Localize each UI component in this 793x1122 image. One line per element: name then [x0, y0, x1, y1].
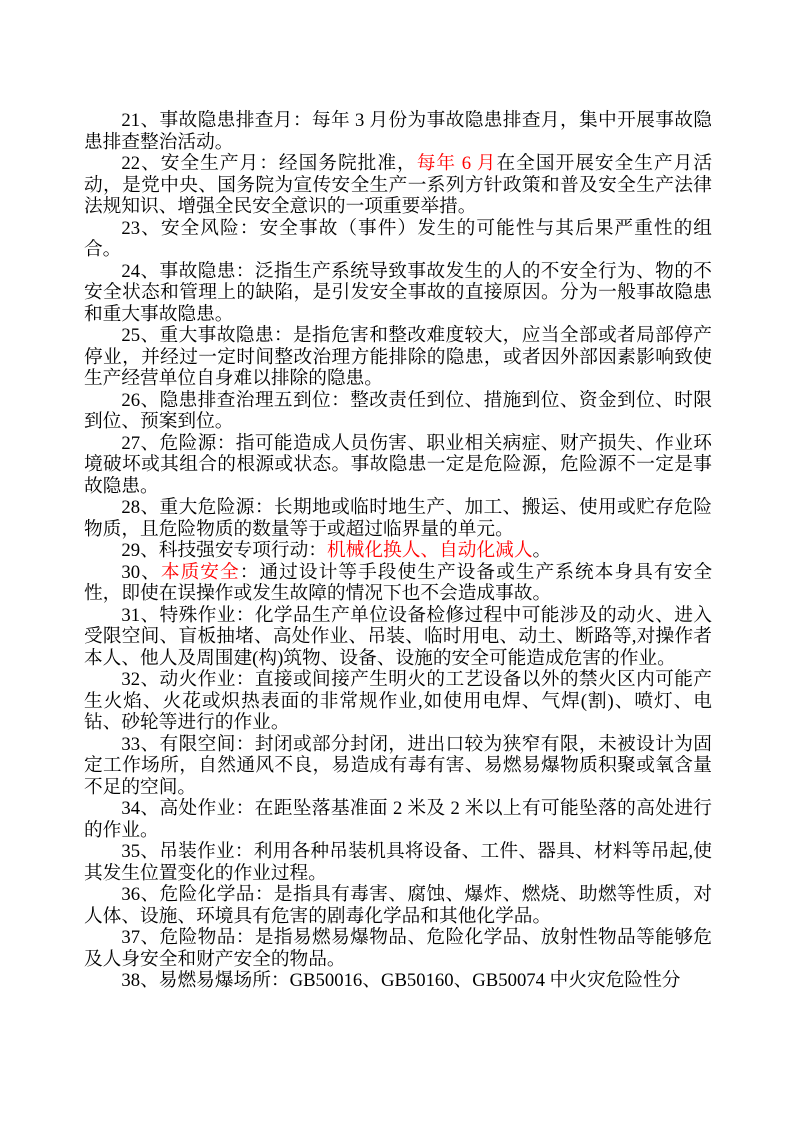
text-segment: 在全国开展安全生产月活动，是党中央、国务院为宣传安全生产一系列方针政策和普及安全生产法律法规知识、增强全民安全意识的一项重要举措。: [84, 153, 713, 217]
definition-item-35: [84, 841, 712, 884]
text-segment: 28、重大危险源：长期地或临时地生产、加工、搬运、使用或贮存危险物质，且危险物质的数量等于或超过临界量的单元。: [84, 497, 712, 540]
text-segment: 33、有限空间：封闭或部分封闭，进出口较为狭窄有限，未被设计为固定工作场所，自然通风不良，易造成有毒有害、易燃易爆物质积聚或氧含量不足的空间。: [84, 733, 712, 798]
definition-item-38: [84, 970, 712, 992]
text-segment: 34、高处作业：在距坠落基准面 2 米及 2 米以上有可能坠落的高处进行的作业。: [84, 798, 712, 841]
text-segment: 37、危险物品：是指易燃易爆物品、危险化学品、放射性物品等能够危及人身安全和财产安全的物品。: [84, 927, 712, 970]
document-body: [84, 110, 712, 992]
text-segment: 21、事故隐患排查月：每年 3 月份为事故隐患排查月，集中开展事故隐患排查整治活动。: [84, 110, 712, 153]
text-segment: 25、重大事故隐患：是指危害和整改难度较大，应当全部或者局部停产停业，并经过一定时间整改治理方能排除的隐患，或者因外部因素影响致使生产经营单位自身难以排除的隐患。: [84, 325, 712, 389]
definition-item-21: [84, 110, 712, 153]
definition-item-25: [84, 325, 712, 390]
highlighted-text: 本质安全: [160, 561, 240, 583]
text-segment: 27、危险源：指可能造成人员伤害、职业相关病症、财产损失、作业环境破坏或其组合的根源或状态。事故隐患一定是危险源，危险源不一定是事故隐患。: [84, 432, 712, 497]
highlighted-text: 机械化换人、自动化减人: [326, 540, 533, 561]
definition-item-24: [84, 261, 712, 326]
definition-item-28: [84, 497, 712, 540]
definition-item-36: [84, 884, 712, 927]
definition-item-34: [84, 798, 712, 841]
text-segment: 22、安全生产月：经国务院批准，: [121, 153, 417, 174]
definition-item-26: [84, 390, 712, 433]
definition-item-32: [84, 669, 712, 734]
text-segment: 32、动火作业：直接或间接产生明火的工艺设备以外的禁火区内可能产生火焰、火花或炽热表面的非常规作业,如使用电焊、气焊(割)、喷灯、电钻、砂轮等进行的作业。: [84, 669, 712, 733]
text-segment: 24、事故隐患：泛指生产系统导致事故发生的人的不安全行为、物的不安全状态和管理上的缺陷，是引发安全事故的直接原因。分为一般事故隐患和重大事故隐患。: [84, 260, 712, 325]
text-segment: 23、安全风险：安全事故（事件）发生的可能性与其后果严重性的组合。: [84, 217, 712, 260]
definition-item-22: [84, 153, 712, 218]
highlighted-text: 每年 6 月: [416, 153, 497, 174]
text-segment: 30、: [121, 561, 161, 583]
definition-item-27: [84, 433, 712, 498]
definition-item-29: [84, 540, 712, 562]
text-segment: 。: [532, 540, 552, 561]
text-segment: 38、易燃易爆场所：GB50016、GB50160、GB50074 中火灾危险性分: [121, 970, 681, 991]
text-segment: 36、危险化学品：是指具有毒害、腐蚀、爆炸、燃烧、助燃等性质，对人体、设施、环境具有危害的剧毒化学品和其他化学品。: [84, 884, 712, 927]
text-segment: ：通过设计等手段使生产设备或生产系统本身具有安全性，即使在误操作或发生故障的情况下也不会造成事故。: [84, 561, 713, 604]
definition-item-30: [84, 562, 712, 605]
definition-item-33: [84, 734, 712, 799]
text-segment: 29、科技强安专项行动：: [121, 540, 327, 561]
text-segment: 26、隐患排查治理五到位：整改责任到位、措施到位、资金到位、时限到位、预案到位。: [84, 389, 712, 432]
definition-item-31: [84, 605, 712, 670]
text-segment: 35、吊装作业：利用各种吊装机具将设备、工件、器具、材料等吊起,使其发生位置变化的作业过程。: [84, 841, 712, 884]
text-segment: 31、特殊作业：化学品生产单位设备检修过程中可能涉及的动火、进入受限空间、盲板抽堵、高处作业、吊装、临时用电、动土、断路等,对操作者本人、他人及周围建(构)筑物、设备、设施的安全可能造成危害的作业。: [84, 604, 712, 669]
definition-item-23: [84, 218, 712, 261]
definition-item-37: [84, 927, 712, 970]
